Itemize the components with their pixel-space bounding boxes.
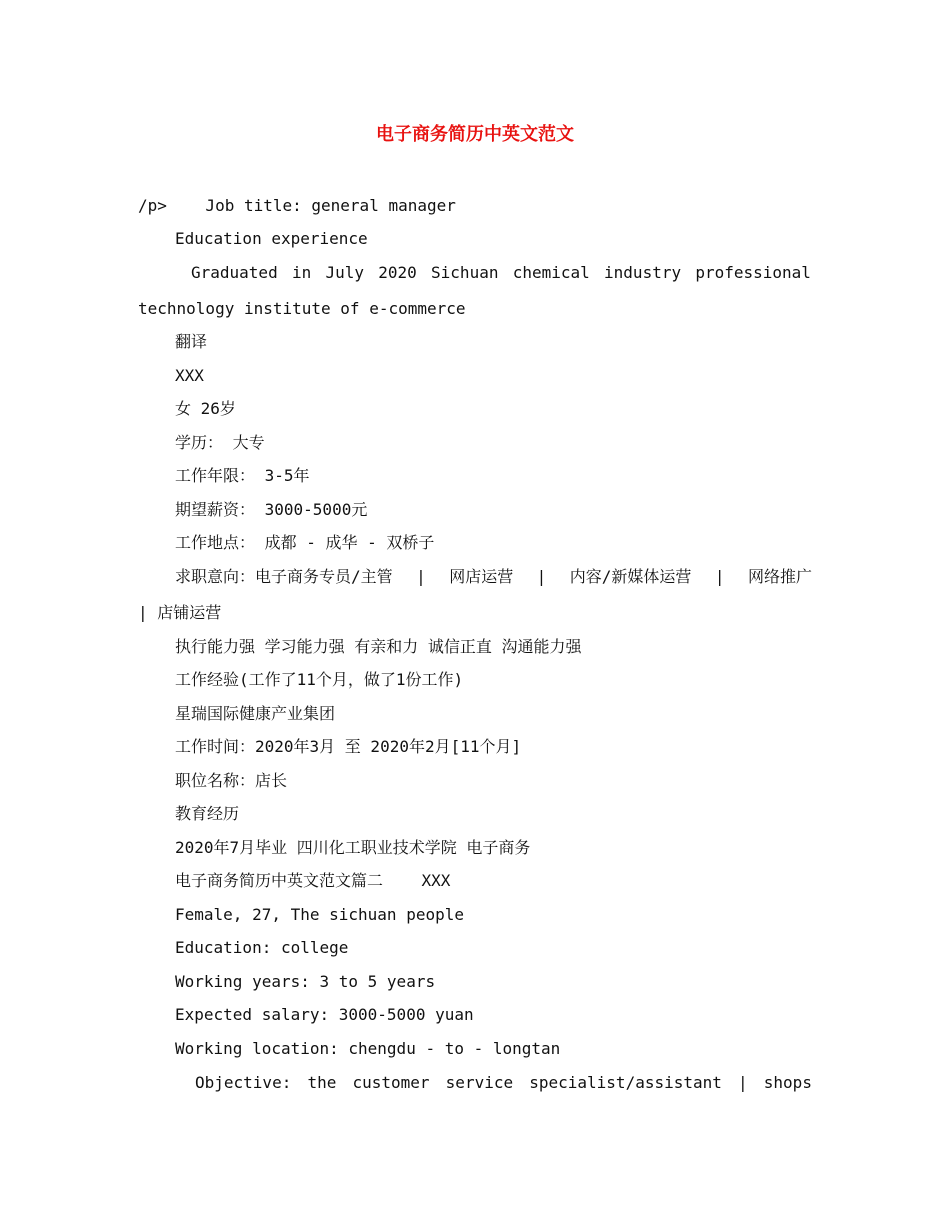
text-line: Working years: 3 to 5 years (175, 972, 436, 991)
text-line: 教育经历 (175, 804, 240, 823)
word: July (325, 263, 364, 282)
word: | (738, 1073, 748, 1092)
text-line: 期望薪资： 3000-5000元 (175, 500, 368, 519)
text-line: Female, 27, The sichuan people (175, 905, 464, 924)
justified-line (175, 566, 812, 588)
text-line: 工作时间：2020年3月 至 2020年2月[11个月] (175, 737, 522, 756)
word: industry (604, 263, 682, 282)
word: 内容/新媒体运营 (569, 567, 692, 586)
text-line: 星瑞国际健康产业集团 (175, 704, 336, 723)
text-line: Education: college (175, 938, 349, 957)
word: Graduated (191, 263, 278, 282)
text-line: 工作地点： 成都 - 成华 - 双桥子 (175, 533, 435, 552)
justified-line (195, 1072, 812, 1094)
word: 求职意向：电子商务专员/主管 (175, 567, 393, 586)
text-line: 女 26岁 (175, 399, 236, 418)
word: service (445, 1073, 514, 1092)
word: customer (352, 1073, 430, 1092)
text-line: XXX (175, 366, 204, 385)
text-line: 2020年7月毕业 四川化工职业技术学院 电子商务 (175, 838, 531, 857)
text-line: Expected salary: 3000-5000 yuan (175, 1005, 474, 1024)
word: the (307, 1073, 337, 1092)
word: | (714, 567, 725, 586)
word: Objective: (195, 1073, 292, 1092)
document-title: 电子商务简历中英文范文 (376, 124, 574, 145)
word: 2020 (378, 263, 417, 282)
text-line: 学历： 大专 (175, 433, 265, 452)
word: 网店运营 (449, 567, 514, 586)
word: shops (763, 1073, 812, 1092)
word: chemical (512, 263, 590, 282)
justified-line (191, 262, 811, 284)
text-line: 执行能力强 学习能力强 有亲和力 诚信正直 沟通能力强 (175, 637, 582, 656)
text-line: | 店铺运营 (138, 603, 222, 622)
text-line: 工作经验(工作了11个月，做了1份工作) (175, 670, 464, 689)
text-line: Education experience (175, 229, 368, 248)
word: 网络推广 (747, 567, 812, 586)
text-line: 翻译 (175, 332, 208, 351)
text-line: 工作年限： 3-5年 (175, 466, 310, 485)
text-line: 电子商务简历中英文范文篇二 XXX (175, 871, 451, 890)
text-line: 职位名称：店长 (175, 771, 288, 790)
word: Sichuan (431, 263, 499, 282)
word: professional (695, 263, 811, 282)
word: | (416, 567, 426, 586)
word: in (291, 263, 312, 282)
text-line: technology institute of e-commerce (138, 299, 466, 318)
text-line: /p> Job title: general manager (138, 196, 456, 215)
word: specialist/assistant (529, 1073, 722, 1092)
text-line: Working location: chengdu - to - longtan (175, 1039, 561, 1058)
word: | (536, 567, 547, 586)
